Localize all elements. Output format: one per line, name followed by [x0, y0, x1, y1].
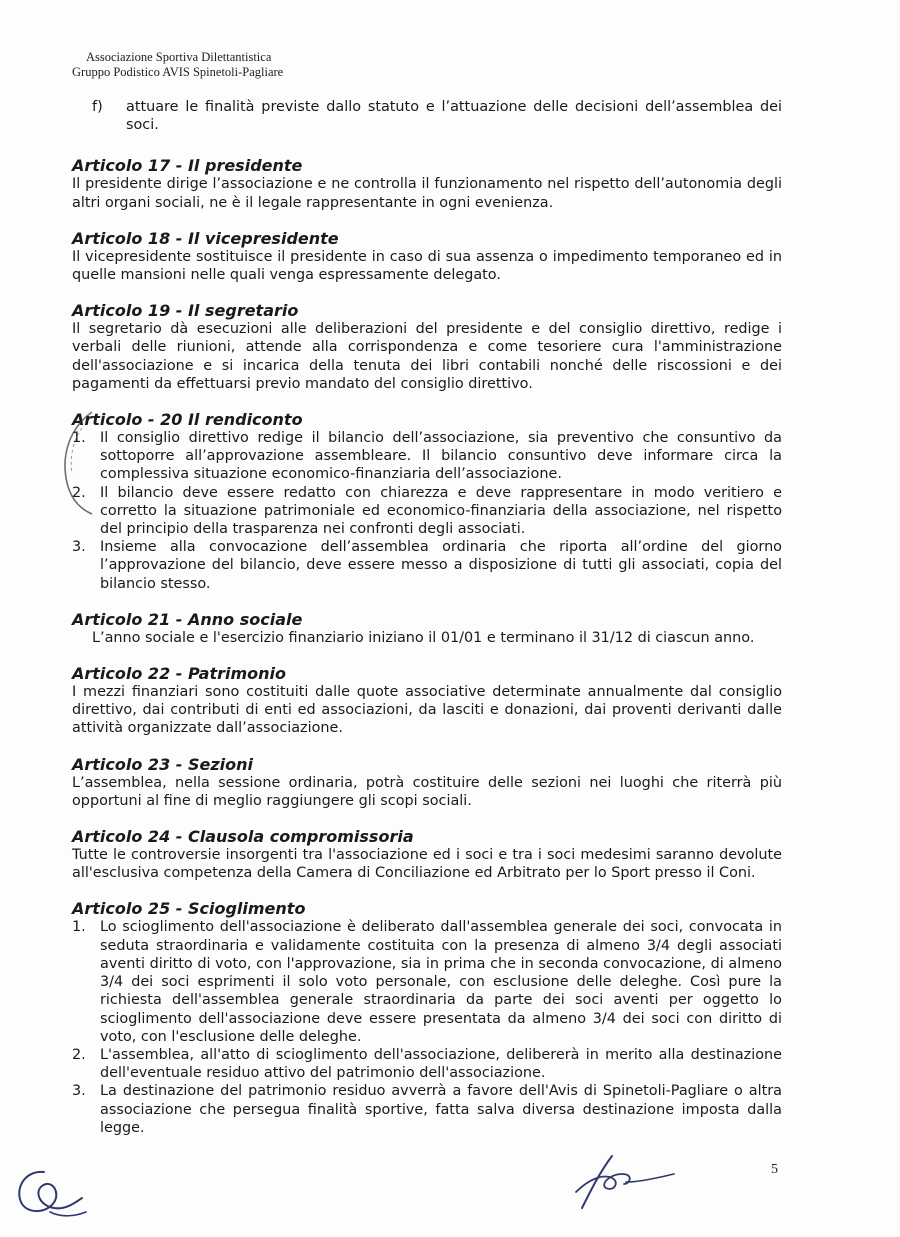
list-item-text: Il bilancio deve essere redatto con chiarezza e deve rappresentare in modo veritiero e corretto la situazione patrimoniale ed economico-finanziaria della associazione, nel rispetto del principio della trasparenza nei confronti degli associati. [100, 484, 782, 538]
list-item-number: 2. [72, 484, 86, 501]
article-19-body: Il segretario dà esecuzioni alle deliberazioni del presidente e del consiglio direttivo, redige i verbali delle riunioni, attende alla corrispondenza e come tesoriere cura l'amministrazione dell'associazione e si incarica della tenuta dei libri contabili nonché delle riscossioni e dei pagamenti da effettuarsi previo mandato del consiglio direttivo. [72, 321, 782, 392]
article-18-body: Il vicepresidente sostituisce il presidente in caso di sua assenza o impedimento temporaneo ed in quelle mansioni nelle quali venga espressamente delegato. [72, 248, 782, 284]
list-item-text: Il consiglio direttivo redige il bilancio dell’associazione, sia preventivo che consuntivo da sottoporre all’approvazione assembleare. Il bilancio consuntivo deve informare circa la complessiva situazione economico-finanziaria dell’associazione. [100, 430, 782, 483]
article-21-title: Articolo 21 - Anno sociale [72, 609, 303, 629]
list-item-number: 2. [72, 1046, 86, 1063]
letterhead-line-2: Gruppo Podistico AVIS Spinetoli-Pagliare [72, 65, 284, 79]
list-item-text: attuare le finalità previste dallo statuto e l’attuazione delle decisioni dell’assemblea dei soci. [126, 99, 782, 134]
list-item [72, 484, 782, 539]
article-23-title: Articolo 23 - Sezioni [72, 754, 254, 774]
article-21-body: L’anno sociale e l'esercizio finanziario iniziano il 01/01 e terminano il 31/12 di ciascun anno. [92, 629, 755, 646]
list-item-number: 1. [72, 430, 86, 447]
list-item-number: f) [92, 99, 103, 115]
article-19-title: Articolo 19 - Il segretario [72, 301, 299, 321]
letterhead-line-1: Associazione Sportiva Dilettantistica [86, 50, 272, 64]
article-25-title: Articolo 25 - Scioglimento [72, 899, 306, 919]
list-item [72, 429, 782, 484]
list-item [72, 918, 782, 1045]
list-item-text: L'assemblea, all'atto di scioglimento dell'associazione, delibererà in merito alla destinazione dell'eventuale residuo attivo del patrimonio dell'associazione. [100, 1046, 782, 1082]
list-item-text: Lo scioglimento dell'associazione è deliberato dall'assemblea generale dei soci, convocata in seduta straordinaria e validamente costituita con la presenza di almeno 3/4 degli associati aventi diritto di voto, con l'approvazione, sia in prima che in seconda convocazione, di almeno 3/4 dei soci esprimenti il solo voto personale, con esclusione delle deleghe. Così pure la richiesta dell'assemblea generale straordinaria da parte dei soci aventi per oggetto lo scioglimento dell'associazione deve essere presentata da almeno 3/4 dei soci con diritto di voto, con l'esclusione delle deleghe. [100, 919, 782, 1045]
document-body [72, 98, 782, 1137]
signature-right [570, 1148, 680, 1218]
article-17-title: Articolo 17 - Il presidente [72, 156, 303, 176]
list-item [72, 1082, 782, 1137]
list-item-number: 1. [72, 919, 86, 936]
list-item-text: La destinazione del patrimonio residuo avverrà a favore dell'Avis di Spinetoli-Pagliare o altra associazione che persegua finalità sportive, fatta salva diversa destinazione imposta dalla legge. [100, 1083, 782, 1136]
page-number: 5 [771, 1162, 778, 1177]
list-item-number: 3. [72, 1083, 86, 1100]
stamp-mark [52, 408, 102, 518]
article-22-title: Articolo 22 - Patrimonio [72, 664, 287, 684]
article-22-body: I mezzi finanziari sono costituiti dalle quote associative determinate annualmente dal consiglio direttivo, dai contributi di enti ed associazioni, da lasciti e donazioni, dai proventi derivanti dalle attività organizzate dall’associazione. [72, 684, 782, 737]
article-20-title: Articolo - 20 Il rendiconto [72, 410, 303, 430]
article-17-body: Il presidente dirige l’associazione e ne controlla il funzionamento nel rispetto dell’autonomia degli altri organi sociali, ne è il legale rappresentante in ogni evenienza. [72, 176, 782, 211]
article-24-body: Tutte le controversie insorgenti tra l'associazione ed i soci e tra i soci medesimi saranno devolute all'esclusiva competenza della Camera di Conciliazione ed Arbitrato per lo Sport presso il Coni. [72, 847, 782, 882]
signature-initials-left [10, 1162, 90, 1222]
list-item-text: Insieme alla convocazione dell’assemblea ordinaria che riporta all’ordine del giorno l’approvazione del bilancio, deve essere messo a disposizione di tutti gli associati, copia del bilancio stesso. [100, 539, 782, 592]
list-item [72, 538, 782, 593]
article-23-body: L’assemblea, nella sessione ordinaria, potrà costituire delle sezioni nei luoghi che riterrà più opportuni al fine di meglio raggiungere gli scopi sociali. [72, 774, 782, 809]
article-18-title: Articolo 18 - Il vicepresidente [72, 228, 339, 248]
letterhead [72, 50, 283, 80]
article-24-title: Articolo 24 - Clausola compromissoria [72, 827, 414, 847]
list-item [72, 1046, 782, 1082]
list-item-number: 3. [72, 539, 86, 556]
list-item [72, 98, 782, 134]
